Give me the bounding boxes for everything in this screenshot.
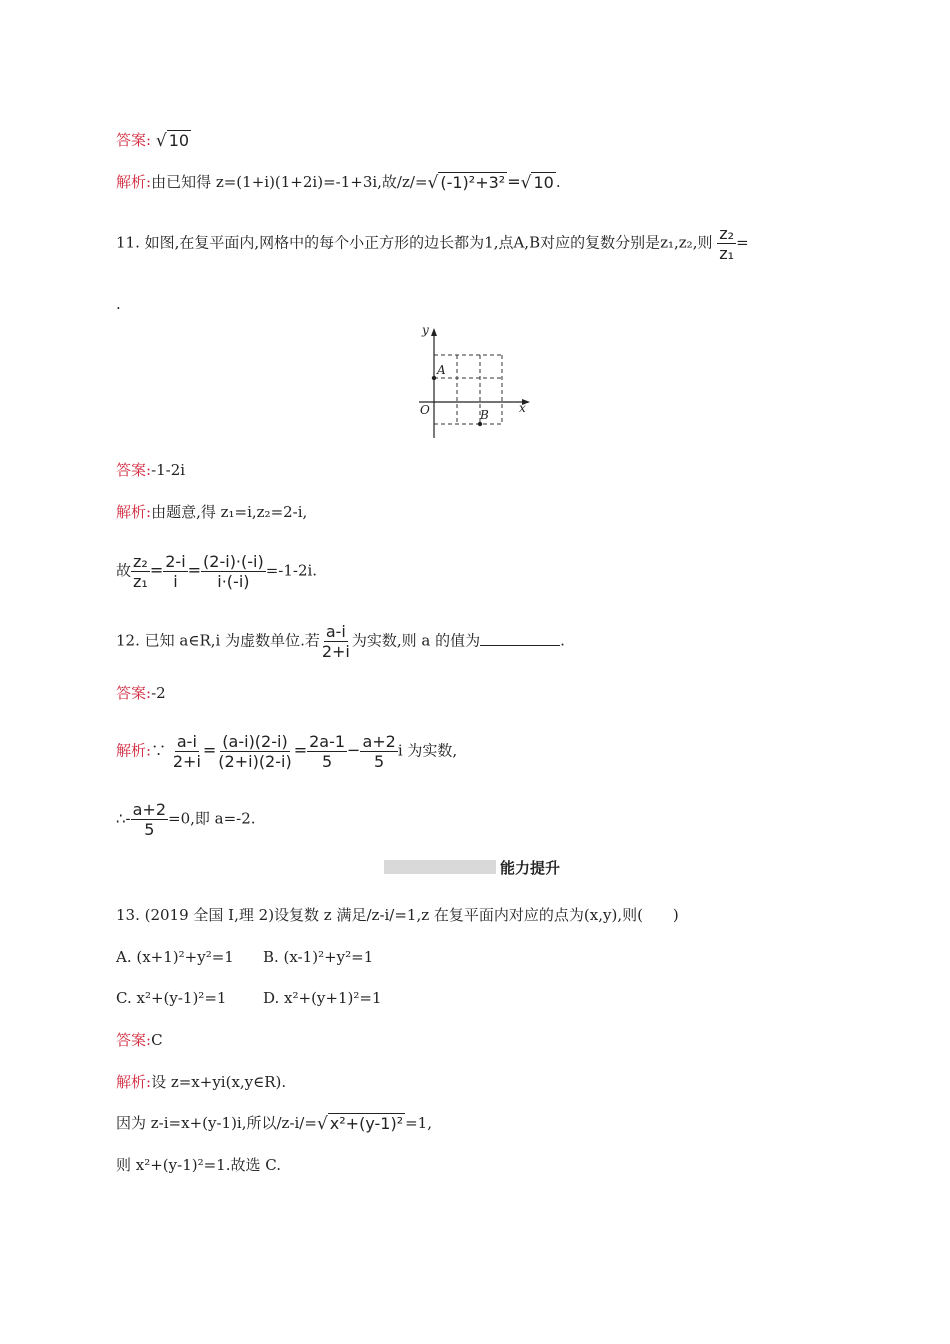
sqrt-expression: √ x²+(y-1)² [316, 1114, 404, 1134]
radicand: 10 [533, 173, 554, 192]
point-a-label: A [437, 363, 446, 377]
q12-conclusion-line [116, 800, 256, 839]
radicand: (-1)²+3² [440, 173, 506, 192]
q10-analysis-line [116, 172, 561, 193]
denominator: i [173, 572, 178, 591]
analysis-label: 解析: [116, 173, 152, 191]
complex-plane-grid-figure [414, 320, 534, 442]
therefore-symbol: ∴- [116, 809, 131, 828]
q13-question-line: 13. (2019 全国 Ⅰ,理 2)设复数 z 满足/z-i/=1,z 在复平面内对应的点为(x,y),则( ) [116, 906, 679, 924]
question-prefix: 12. 已知 a∈R,i 为虚数单位.若 [116, 631, 320, 650]
denominator: (2+i)(2-i) [218, 752, 292, 771]
q13-option-b: B. (x-1)²+y²=1 [263, 948, 374, 966]
denominator: 2+i [172, 752, 201, 771]
equals-sign: = [736, 233, 749, 252]
answer-blank [480, 631, 560, 646]
fraction [360, 732, 397, 771]
fraction [717, 224, 736, 263]
point-a [432, 376, 436, 380]
numerator: (a-i)(2-i) [222, 732, 288, 751]
q13-option-a: A. (x+1)²+y²=1 [116, 948, 234, 966]
denominator: z₁ [133, 572, 148, 591]
denominator: 5 [144, 820, 155, 839]
conclusion-text: =0,即 a=-2. [168, 809, 256, 828]
analysis-label: 解析: [116, 503, 152, 521]
answer-label: 答案: [116, 131, 152, 149]
fraction [131, 552, 150, 591]
numerator: z₂ [133, 552, 148, 571]
q11-question-line [116, 224, 749, 263]
fraction [216, 732, 293, 771]
numerator: a-i [325, 622, 346, 641]
y-axis-label: y [422, 323, 429, 337]
analysis-text: 由题意,得 z₁=i,z₂=2-i, [151, 503, 308, 521]
y-axis-arrow-icon [431, 328, 437, 336]
question-text: 11. 如图,在复平面内,网格中的每个小正方形的边长都为1,点A,B对应的复数分别是z₁,z₂,则 [116, 233, 713, 252]
sqrt-expression: √ 10 [520, 173, 554, 193]
analysis-end: =-1-2i. [265, 561, 318, 580]
radicand: 10 [168, 131, 190, 150]
section-title: 能力提升 [500, 859, 561, 877]
q13-option-c: C. x²+(y-1)²=1 [116, 989, 227, 1007]
answer-value: -1-2i [151, 461, 186, 479]
answer-label: 答案: [116, 1031, 152, 1049]
q11-blank-period: . [116, 295, 121, 313]
analysis-suffix: i 为实数, [397, 741, 458, 760]
period: . [555, 173, 561, 191]
denominator: 5 [321, 752, 333, 771]
section-header-band [384, 860, 496, 874]
q13-analysis-line-2 [116, 1113, 432, 1134]
q11-analysis-equation: 故 $\frac{\text{z₂}}{\text{z₁}}$ = $\frac{2-i}{i}$ = $\frac{(2-i)\cdot(-i)}{i\cdot(-i)}$ =-1-2i. [116, 552, 318, 591]
q11-analysis-line [116, 502, 307, 522]
fraction [131, 800, 168, 839]
sqrt-expression: √ 10 [155, 131, 190, 151]
numerator: z₂ [719, 224, 735, 243]
question-suffix: 为实数,则 a 的值为 [351, 631, 481, 650]
because-symbol: ∵ [151, 741, 167, 760]
q13-answer-line [116, 1030, 163, 1050]
analysis-text: 由已知得 z=(1+i)(1+2i)=-1+3i,故/z/= [151, 173, 428, 191]
numerator: a+2 [132, 800, 167, 819]
denominator: i·(-i) [217, 572, 250, 591]
q13-analysis-line-3: 则 x²+(y-1)²=1.故选 C. [116, 1156, 281, 1174]
analysis-text: 因为 z-i=x+(y-1)i,所以/z-i/= [116, 1114, 317, 1132]
q12-question-line [116, 622, 565, 661]
fraction [320, 622, 352, 661]
fraction [163, 552, 187, 591]
origin-label: O [420, 403, 430, 417]
fraction [171, 732, 203, 771]
numerator: 2a-1 [309, 732, 346, 751]
period: . [560, 631, 565, 650]
answer-value: C [151, 1031, 163, 1049]
point-b-label: B [480, 408, 489, 422]
numerator: a+2 [362, 732, 396, 751]
numerator: (2-i)·(-i) [203, 552, 264, 571]
numerator: a-i [176, 732, 197, 751]
analysis-prefix: 故 [116, 561, 132, 580]
radicand: x²+(y-1)² [329, 1114, 404, 1133]
analysis-label: 解析: [116, 741, 152, 760]
x-axis-label: x [519, 401, 526, 415]
fraction [201, 552, 266, 591]
fraction [307, 732, 347, 771]
point-b [478, 422, 482, 426]
numerator: 2-i [165, 552, 186, 571]
analysis-label: 解析: [116, 1073, 152, 1091]
q13-option-d: D. x²+(y+1)²=1 [263, 989, 382, 1007]
answer-value: -2 [151, 684, 166, 702]
answer-label: 答案: [116, 461, 152, 479]
q12-answer-line [116, 683, 166, 703]
q12-analysis-line: 解析:∵ $\frac{a-i}{2+i}$ = $\frac{(a-i)(2-i)}{(2+i)(2-i)}$ = $\frac{2a-1}{5}$ − $\frac{a+2}{5}$ i 为实数, [116, 732, 458, 771]
equals-sign: = [507, 172, 521, 191]
denominator: 5 [374, 752, 385, 771]
denominator: z₁ [719, 244, 735, 263]
denominator: 2+i [321, 642, 350, 661]
answer-label: 答案: [116, 684, 152, 702]
sqrt-expression: √ (-1)²+3² [427, 173, 506, 193]
analysis-end: =1, [405, 1114, 432, 1132]
q13-analysis-line [116, 1072, 286, 1092]
q10-answer-line [116, 130, 191, 151]
q11-answer-line [116, 460, 185, 480]
analysis-text: 设 z=x+yi(x,y∈R). [151, 1073, 287, 1091]
